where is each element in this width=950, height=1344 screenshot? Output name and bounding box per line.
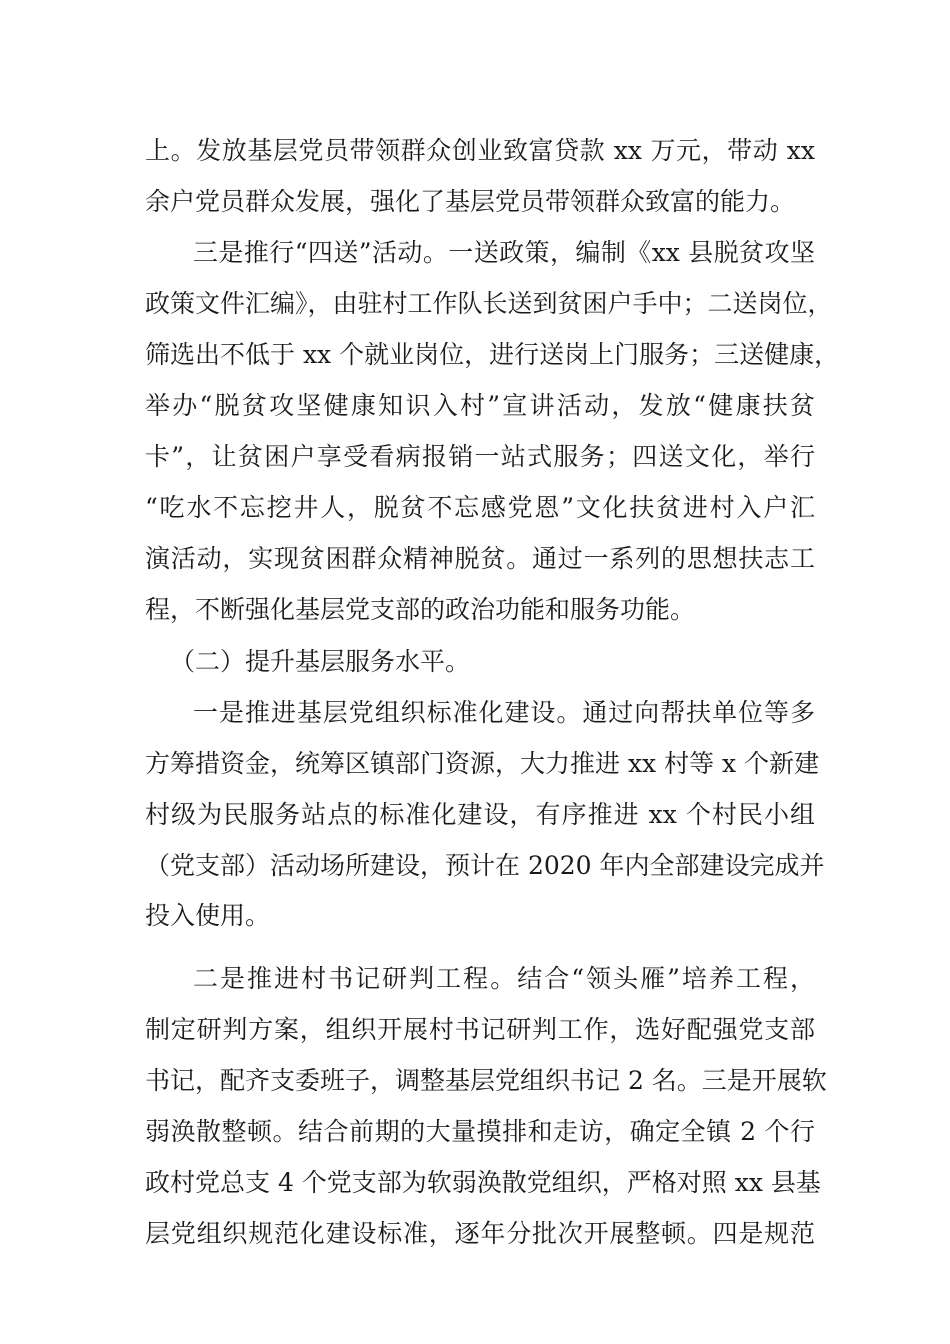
text-line: “吃水不忘挖井人，脱贫不忘感党恩”文化扶贫进村入户汇 [145, 493, 815, 522]
text-line: 程，不断强化基层党支部的政治功能和服务功能。 [145, 595, 696, 624]
text-line: 二是推进村书记研判工程。结合“领头雁”培养工程， [193, 964, 815, 993]
section-heading: （二）提升基层服务水平。 [170, 647, 471, 676]
text-line: 村级为民服务站点的标准化建设，有序推进 xx 个村民小组 [145, 800, 815, 829]
text-line: 方筹措资金，统筹区镇部门资源，大力推进 xx 村等 x 个新建 [145, 749, 820, 778]
text-line: 余户党员群众发展，强化了基层党员带领群众致富的能力。 [145, 187, 796, 216]
text-line: 三是推行“四送”活动。一送政策，编制《xx 县脱贫攻坚 [193, 238, 815, 267]
text-line: 政村党总支 4 个党支部为软弱涣散党组织，严格对照 xx 县基 [145, 1168, 821, 1197]
text-line: 投入使用。 [145, 901, 271, 930]
text-line: 政策文件汇编》，由驻村工作队长送到贫困户手中；二送岗位， [145, 289, 833, 318]
text-line: 举办“脱贫攻坚健康知识入村”宣讲活动，发放“健康扶贫 [145, 391, 815, 420]
text-line: 弱涣散整顿。结合前期的大量摸排和走访，确定全镇 2 个行 [145, 1117, 815, 1146]
text-line: 卡”，让贫困户享受看病报销一站式服务；四送文化，举行 [145, 442, 815, 471]
text-line: 制定研判方案，组织开展村书记研判工作，选好配强党支部 [145, 1015, 815, 1044]
text-line: 一是推进基层党组织标准化建设。通过向帮扶单位等多 [193, 698, 815, 727]
text-line: 筛选出不低于 xx 个就业岗位，进行送岗上门服务；三送健康， [145, 340, 840, 369]
text-line: 演活动，实现贫困群众精神脱贫。通过一系列的思想扶志工 [145, 544, 815, 573]
text-line: （党支部）活动场所建设，预计在 2020 年内全部建设完成并 [145, 851, 825, 880]
text-line: 书记，配齐支委班子，调整基层党组织书记 2 名。三是开展软 [145, 1066, 827, 1095]
text-line: 上。发放基层党员带领群众创业致富贷款 xx 万元，带动 xx [145, 136, 815, 165]
text-line: 层党组织规范化建设标准，逐年分批次开展整顿。四是规范 [145, 1219, 815, 1248]
